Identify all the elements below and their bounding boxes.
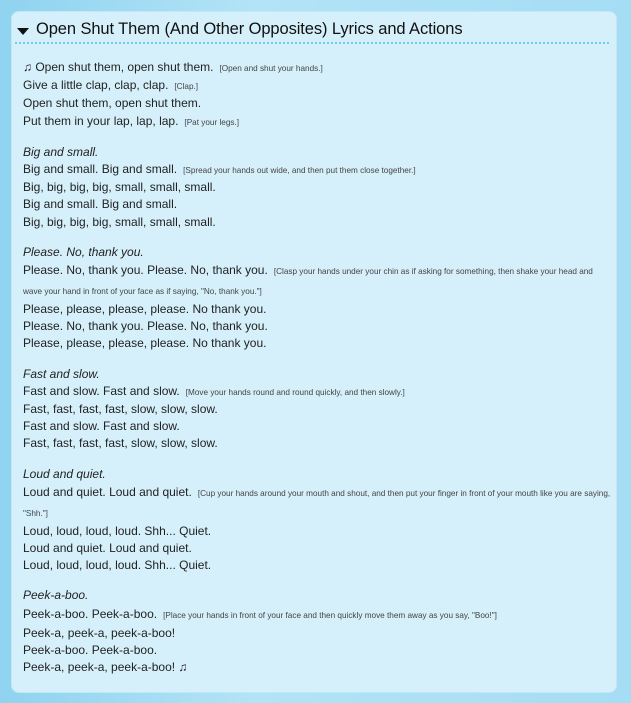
music-note-icon: ♫ [23,60,36,74]
action-instruction: [Open and shut your hands.] [219,64,323,73]
lyric-text: Put them in your lap, lap, lap. [23,113,179,128]
lyric-line [23,659,613,676]
action-instruction: [Move your hands round and round quickly, and then slowly.] [185,387,405,397]
lyric-line [23,401,613,418]
lyrics-body [23,59,613,689]
stanza-title: Fast and slow. [23,366,100,381]
action-instruction: [Clap.] [174,82,199,92]
lyric-line [23,435,613,452]
lyric-line [23,523,613,540]
stanza [23,144,613,231]
stanza [23,466,613,575]
lyric-text: Please, please, please, please. No thank you. [23,336,267,351]
lyric-text: Loud, loud, loud, loud. Shh... Quiet. [23,523,212,538]
stanza [23,244,613,353]
lyric-text: Fast, fast, fast, fast, slow, slow, slow. [23,436,218,451]
lyric-text: Fast, fast, fast, fast, slow, slow, slow. [23,402,218,417]
music-note-icon: ♫ [175,660,188,675]
lyric-text: Big, big, big, big, small, small, small. [23,214,216,229]
lyric-line [23,642,613,659]
lyric-line [23,625,613,642]
action-instruction: [Pat your legs.] [184,117,240,127]
stanza [23,366,613,453]
lyric-text: Fast and slow. Fast and slow. [23,419,180,434]
page-title: Open Shut Them (And Other Opposites) Lyrics and Actions [36,20,463,38]
lyric-line [23,483,613,523]
lyric-line [23,95,613,112]
lyric-line [23,605,613,625]
lyric-line [23,179,613,196]
lyric-line [23,540,613,557]
lyric-text: Big and small. Big and small. [23,197,178,212]
stanza-title: Please. No, thank you. [23,244,144,259]
lyric-text: Peek-a-boo. Peek-a-boo. [23,642,158,657]
action-instruction: [Clasp your hands under your chin as if asking for something, then shake your head and wave your hand in front of your face as if saying, "No, thank you."] [23,267,593,297]
stanza [23,587,613,676]
stanza [23,59,613,131]
lyric-text: Big, big, big, big, small, small, small. [23,180,216,195]
lyric-line [23,383,613,401]
lyric-line [23,214,613,231]
lyric-line [23,77,613,95]
action-instruction: [Place your hands in front of your face and then quickly move them away as you say, "Boo!"] [163,610,497,620]
lyric-text: Peek-a, peek-a, peek-a-boo! [23,625,176,640]
lyric-text: Peek-a, peek-a, peek-a-boo! [23,660,176,675]
lyric-text: Please. No, thank you. Please. No, thank you. [23,319,268,334]
lyric-text: Loud, loud, loud, loud. Shh... Quiet. [23,558,212,573]
lyric-text: Loud and quiet. Loud and quiet. [23,541,192,556]
lyric-line [23,59,613,77]
lyric-line [23,301,613,318]
lyric-line [23,557,613,574]
lyric-text: Loud and quiet. Loud and quiet. [23,484,192,499]
stanza-title: Peek-a-boo. [23,588,89,603]
lyric-text: Fast and slow. Fast and slow. [23,383,180,398]
lyric-text: Open shut them, open shut them. [35,60,214,74]
lyric-line [23,335,613,352]
lyric-text: Please. No, thank you. Please. No, thank you. [23,263,268,278]
lyric-text: Big and small. Big and small. [23,162,178,177]
section-header[interactable] [15,20,609,44]
action-instruction: [Cup your hands around your mouth and shout, and then put your finger in front of your mouth like you are saying, "Shh."] [23,488,611,518]
stanza-title: Big and small. [23,144,99,159]
lyric-line [23,196,613,213]
lyric-line [23,318,613,335]
action-instruction: [Spread your hands out wide, and then put them close together.] [183,166,416,176]
stanza-title: Loud and quiet. [23,466,106,481]
lyric-line [23,261,613,301]
lyric-text: Give a little clap, clap, clap. [23,78,169,93]
lyric-text: Peek-a-boo. Peek-a-boo. [23,606,158,621]
lyric-line [23,418,613,435]
lyric-text: Open shut them, open shut them. [23,96,202,111]
lyric-line [23,113,613,131]
lyric-line [23,161,613,179]
lyrics-panel [11,11,617,693]
collapse-caret-icon[interactable] [17,28,29,35]
lyric-text: Please, please, please, please. No thank you. [23,302,267,317]
